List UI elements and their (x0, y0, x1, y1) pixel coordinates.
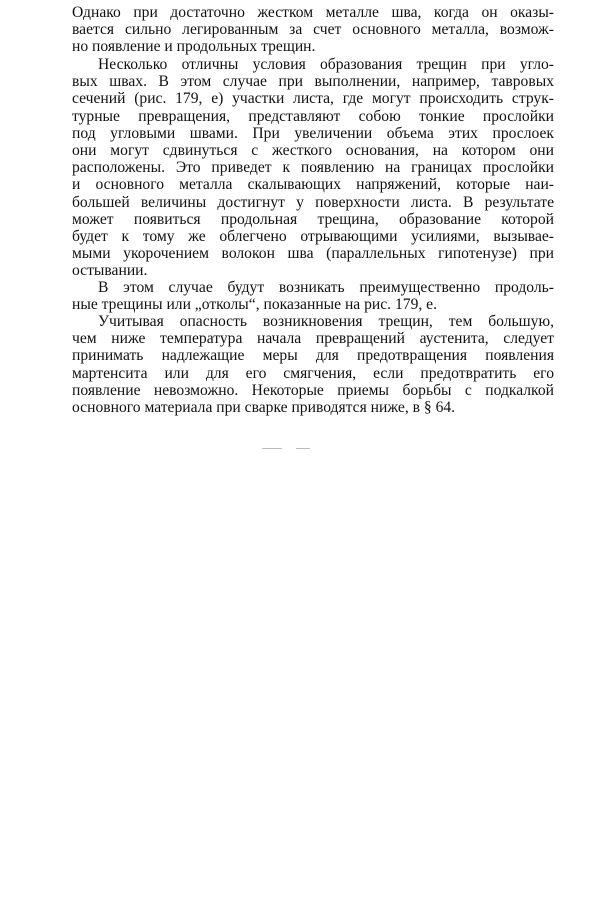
paragraph-1 (72, 4, 554, 56)
text-line: турные превращения, представляют собою тонкие прослойки (72, 107, 554, 125)
text-line: расположены. Это приведет к появлению на границах прослойки (72, 159, 554, 177)
text-line: появление невозможно. Некоторые приемы борьбы с подкалкой (72, 381, 554, 399)
text-line: ные трещины или „отколы“, показанные на рис. 179, е. (72, 296, 437, 314)
text-line: мартенсита или для его смягчения, если предотвратить его (72, 364, 554, 382)
text-line: но появление и продольных трещин. (72, 38, 316, 56)
text-line: вается сильно легированным за счет основного металла, возмож- (72, 21, 554, 39)
text-line: большей величины достигнут у поверхности листа. В результате (72, 193, 554, 211)
text-line: Несколько отличны условия образования трещин при угло- (98, 56, 554, 73)
text-line: чем ниже температура начала превращений аустенита, следует (72, 330, 554, 348)
text-line: сечений (рис. 179, е) участки листа, где могут происходить струк- (72, 90, 554, 108)
text-line: Учитывая опасность возникновения трещин, тем большую, (98, 313, 554, 330)
paragraph-4 (72, 313, 554, 416)
text-line: вых швах. В этом случае при выполнении, например, тавровых (72, 73, 554, 91)
text-line: В этом случае будут возникать преимущественно продоль- (98, 279, 554, 296)
text-line: может появиться продольная трещина, образование которой (72, 210, 554, 228)
text-line: Однако при достаточно жестком металле шва, когда он оказы- (72, 4, 554, 21)
text-line: основного материала при сварке приводятся ниже, в § 64. (72, 399, 456, 417)
separator-dash (262, 448, 282, 449)
section-separator (262, 448, 310, 449)
paragraph-3 (72, 279, 554, 313)
text-line: и основного металла скалывающих напряжений, которые наи- (72, 176, 554, 194)
separator-dash (296, 448, 310, 449)
text-line: принимать надлежащие меры для предотвращения появления (72, 347, 554, 365)
text-line: мыми укорочением волокон шва (параллельных гипотенузе) при (72, 245, 554, 263)
text-line: остывании. (72, 262, 148, 280)
text-line: они могут сдвинуться с жесткого основания, на котором они (72, 142, 554, 160)
text-line: под угловыми швами. При увеличении объема этих прослоек (72, 124, 554, 142)
paragraph-2 (72, 56, 554, 280)
text-line: будет к тому же облегчено отрывающими усилиями, вызывае- (72, 228, 554, 246)
